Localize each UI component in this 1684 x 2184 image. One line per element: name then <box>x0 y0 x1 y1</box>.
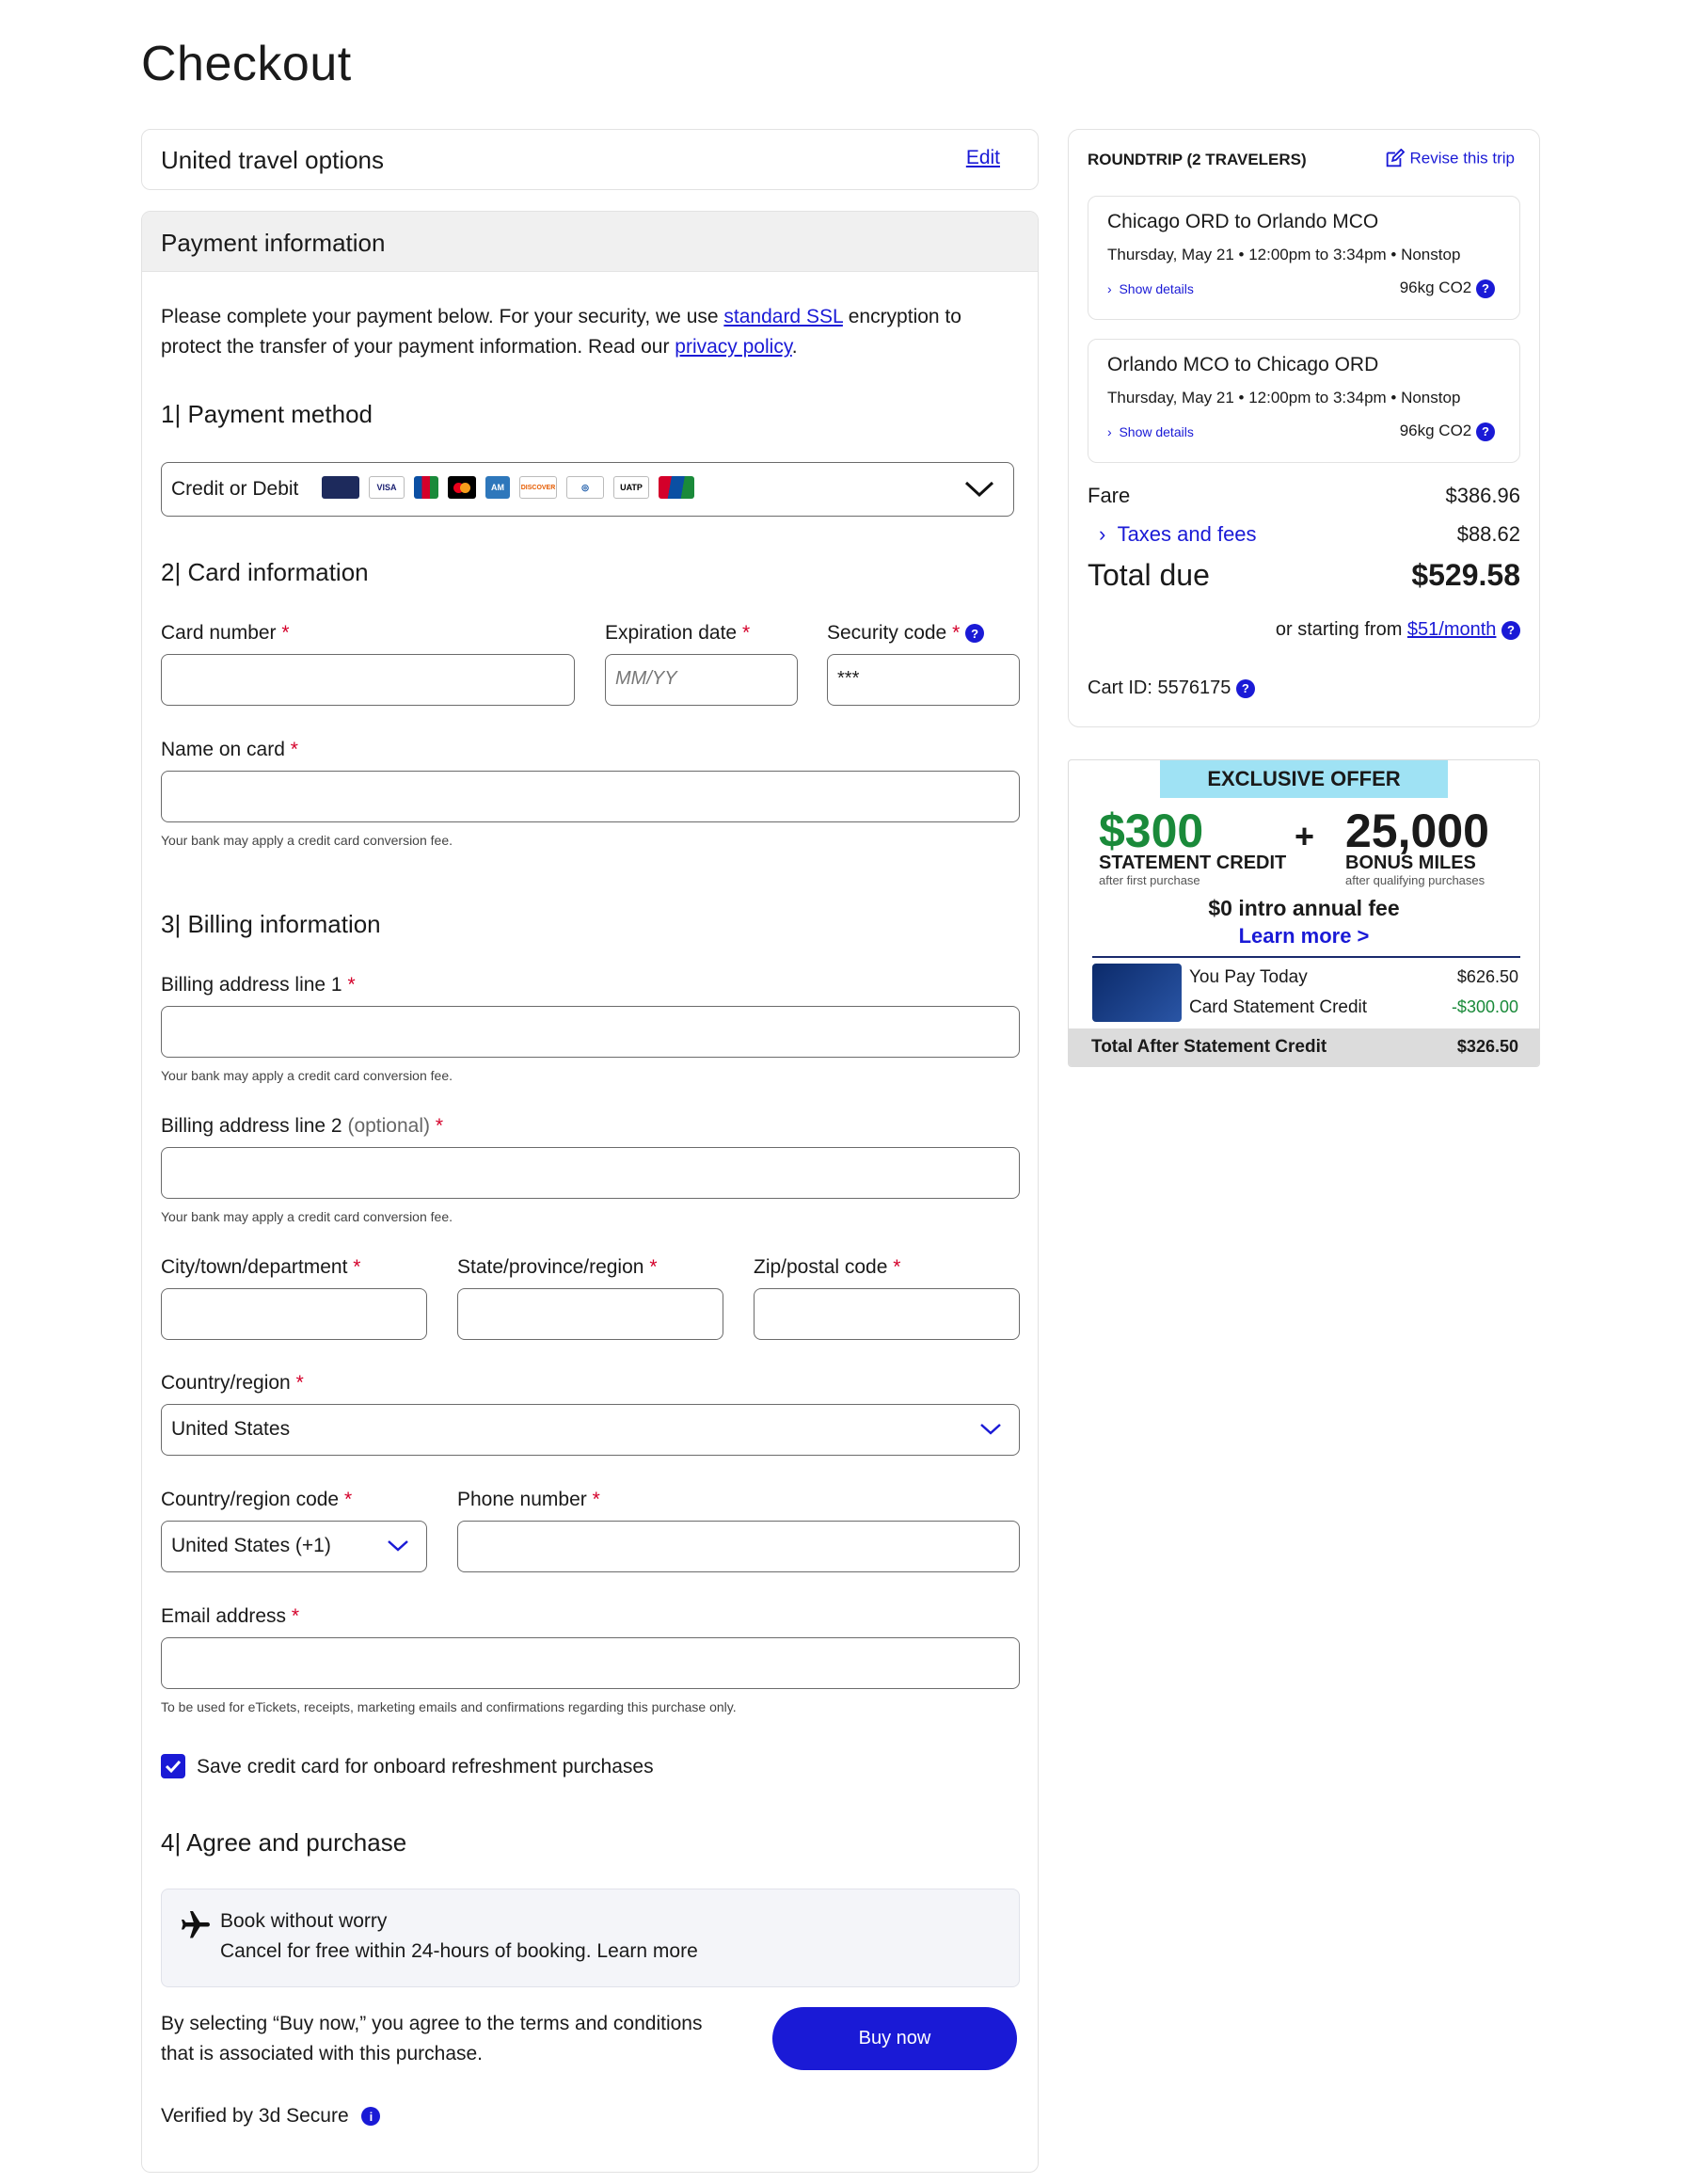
payment-method-value: Credit or Debit <box>171 478 299 500</box>
show-details-label: Show details <box>1119 281 1194 296</box>
total-label: Total due <box>1088 558 1210 592</box>
payment-header <box>142 212 1038 272</box>
verified-label: Verified by 3d Secure <box>161 2105 349 2127</box>
payment-method-select[interactable] <box>161 462 1014 517</box>
miles-label: BONUS MILES <box>1345 853 1476 873</box>
revise-trip-link[interactable] <box>1384 149 1515 169</box>
optional-text: (optional) <box>347 1115 431 1137</box>
monthly-prefix: or starting from <box>1275 619 1407 640</box>
required-mark: * <box>281 622 290 644</box>
country-value: United States <box>171 1418 291 1440</box>
label-text: City/town/department <box>161 1256 348 1278</box>
required-mark: * <box>291 1605 300 1627</box>
country-label <box>161 1372 304 1395</box>
section-card-information: 2| Card information <box>161 558 369 586</box>
edit-travel-options-link[interactable]: Edit <box>965 147 1000 168</box>
help-icon[interactable]: ? <box>1476 279 1495 298</box>
zip-label <box>754 1256 900 1279</box>
privacy-policy-link[interactable]: privacy policy <box>675 336 792 358</box>
co2-text: 96kg CO2 <box>1399 422 1472 439</box>
security-code-input[interactable] <box>827 654 1020 706</box>
intro-text: Please complete your payment below. For your security, we use <box>161 306 724 327</box>
city-label <box>161 1256 360 1279</box>
required-mark: * <box>592 1489 600 1510</box>
label-text: Zip/postal code <box>754 1256 888 1278</box>
required-mark: * <box>290 739 298 760</box>
pay-today-value: $626.50 <box>1456 967 1518 986</box>
fare-label: Fare <box>1088 484 1131 507</box>
country-code-value: United States (+1) <box>171 1535 331 1556</box>
bank-fee-note: Your bank may apply a credit card conversion fee. <box>161 1068 453 1083</box>
diners-club-icon: ◎ <box>566 476 604 499</box>
required-mark: * <box>295 1372 304 1394</box>
taxes-row <box>1088 522 1520 547</box>
label-text: Country/region code <box>161 1489 340 1510</box>
intro-text: . <box>791 336 798 358</box>
card-logos <box>322 476 694 499</box>
required-mark: * <box>435 1115 444 1137</box>
total-row <box>1088 558 1520 593</box>
required-mark: * <box>347 974 356 996</box>
bank-fee-note: Your bank may apply a credit card conversion fee. <box>161 1209 453 1224</box>
security-placeholder: *** <box>837 668 860 689</box>
required-mark: * <box>952 622 961 644</box>
billing-address-2-input[interactable] <box>161 1147 1020 1199</box>
flight-schedule: Thursday, May 21 • 12:00pm to 3:34pm • Nonstop <box>1107 389 1461 407</box>
fare-row <box>1088 484 1520 508</box>
statement-credit-value: -$300.00 <box>1451 997 1518 1016</box>
visa-icon: VISA <box>369 476 405 499</box>
phone-input[interactable] <box>457 1521 1020 1572</box>
card-number-label <box>161 622 290 645</box>
payment-intro <box>161 302 1008 362</box>
section-payment-method: 1| Payment method <box>161 400 373 428</box>
label-text: Phone number <box>457 1489 587 1510</box>
offer-total-row <box>1069 1028 1539 1066</box>
monthly-financing <box>1276 619 1520 641</box>
phone-label <box>457 1489 600 1511</box>
terms-text <box>161 2009 702 2069</box>
miles-amount: 25,000 <box>1345 805 1489 857</box>
email-note: To be used for eTickets, receipts, marketing emails and confirmations regarding this purchase only. <box>161 1699 737 1714</box>
cart-id-text: Cart ID: 5576175 <box>1088 678 1231 698</box>
flight-title: Chicago ORD to Orlando MCO <box>1107 211 1379 232</box>
payment-panel <box>141 211 1039 2173</box>
terms-line: that is associated with this purchase. <box>161 2043 484 2064</box>
annual-fee-text: $0 intro annual fee <box>1208 896 1400 920</box>
pay-today-label: You Pay Today <box>1189 967 1308 987</box>
offer-total-value: $326.50 <box>1456 1037 1518 1056</box>
unionpay-icon <box>659 476 694 499</box>
edit-icon <box>1384 149 1405 169</box>
save-card-label: Save credit card for onboard refreshment purchases <box>197 1756 654 1777</box>
email-input[interactable] <box>161 1637 1020 1689</box>
travel-options-title: United travel options <box>161 146 385 174</box>
co2-value <box>1400 422 1495 441</box>
trip-heading: ROUNDTRIP (2 TRAVELERS) <box>1088 151 1307 168</box>
required-mark: * <box>741 622 751 644</box>
label-text: Expiration date <box>605 622 738 644</box>
payment-header-title: Payment information <box>161 229 386 257</box>
airplane-icon <box>179 1908 213 1942</box>
country-code-label <box>161 1489 352 1511</box>
expiration-placeholder: MM/YY <box>615 668 677 689</box>
cart-id <box>1088 678 1255 699</box>
worry-title: Book without worry <box>220 1910 388 1932</box>
credit-amount: $300 <box>1099 805 1204 857</box>
checkmark-icon <box>161 1754 185 1778</box>
bank-fee-note: Your bank may apply a credit card conversion fee. <box>161 833 453 848</box>
intro-text: protect the transfer of your payment information. Read our <box>161 336 675 358</box>
worry-text[interactable]: Cancel for free within 24-hours of booking. Learn more <box>220 1940 698 1962</box>
state-label <box>457 1256 658 1279</box>
intro-text: encryption to <box>842 306 961 327</box>
card-number-input[interactable] <box>161 654 575 706</box>
country-code-select[interactable] <box>161 1521 427 1572</box>
statement-credit-label: Card Statement Credit <box>1189 997 1368 1017</box>
offer-banner: EXCLUSIVE OFFER <box>1160 760 1448 798</box>
required-mark: * <box>649 1256 658 1278</box>
taxes-link[interactable]: › Taxes and fees <box>1099 522 1257 546</box>
billing-address-1-input[interactable] <box>161 1006 1020 1058</box>
help-icon[interactable]: ? <box>1476 422 1495 441</box>
jcb-icon <box>414 476 438 499</box>
security-code-label <box>827 622 984 645</box>
terms-line: By selecting “Buy now,” you agree to the terms and conditions <box>161 2013 703 2034</box>
taxes-label: Taxes and fees <box>1117 522 1257 546</box>
zip-input[interactable] <box>754 1288 1020 1340</box>
learn-more-link[interactable]: Learn more > <box>1238 924 1370 948</box>
flight-title: Orlando MCO to Chicago ORD <box>1107 354 1379 375</box>
uatp-icon: UATP <box>613 476 649 499</box>
credit-card-image <box>1092 964 1182 1022</box>
label-text: Billing address line 2 <box>161 1115 342 1137</box>
fare-value: $386.96 <box>1445 484 1520 507</box>
discover-icon: DISCOVER <box>519 476 557 499</box>
section-billing-information: 3| Billing information <box>161 910 381 938</box>
co2-text: 96kg CO2 <box>1399 279 1472 296</box>
show-details-link[interactable]: › Show details <box>1107 281 1194 296</box>
help-icon[interactable]: ? <box>965 624 984 643</box>
trip-summary <box>1068 129 1540 727</box>
page-title: Checkout <box>141 37 352 91</box>
offer-total-label: Total After Statement Credit <box>1091 1037 1327 1057</box>
label-text: Security code <box>827 622 947 644</box>
show-details-link[interactable]: › Show details <box>1107 424 1194 439</box>
flight-card <box>1088 196 1520 320</box>
revise-label: Revise this trip <box>1409 149 1515 167</box>
plus-sign: + <box>1295 817 1315 855</box>
exclusive-offer-ad[interactable] <box>1068 759 1540 1067</box>
info-icon[interactable]: i <box>361 2107 380 2126</box>
book-without-worry-box <box>161 1889 1020 1987</box>
label-text: Email address <box>161 1605 287 1627</box>
save-card-checkbox[interactable] <box>161 1754 185 1778</box>
miles-sub: after qualifying purchases <box>1345 873 1485 887</box>
chevron-down-icon <box>964 480 994 499</box>
co2-value <box>1400 279 1495 298</box>
expiration-date-input[interactable] <box>605 654 798 706</box>
chevron-down-icon <box>387 1538 409 1554</box>
state-input[interactable] <box>457 1288 723 1340</box>
label-text: Billing address line 1 <box>161 974 342 996</box>
generic-card-icon <box>322 476 359 499</box>
amex-icon: AM <box>485 476 510 499</box>
chevron-down-icon <box>979 1422 1002 1437</box>
required-mark: * <box>353 1256 361 1278</box>
buy-now-button[interactable]: Buy now <box>772 2007 1017 2070</box>
help-icon[interactable]: ? <box>1501 621 1520 640</box>
flight-schedule: Thursday, May 21 • 12:00pm to 3:34pm • Nonstop <box>1107 246 1461 263</box>
monthly-link[interactable]: $51/month <box>1406 619 1497 640</box>
credit-label: STATEMENT CREDIT <box>1099 853 1287 873</box>
credit-sub: after first purchase <box>1099 873 1200 887</box>
verified-3d-secure <box>161 2105 380 2128</box>
billing-address-2-label <box>161 1115 443 1138</box>
ssl-link[interactable]: standard SSL <box>723 306 843 327</box>
label-text: State/province/region <box>457 1256 644 1278</box>
travel-options-card <box>141 129 1039 190</box>
label-text: Country/region <box>161 1372 291 1394</box>
label-text: Name on card <box>161 739 285 760</box>
name-on-card-label <box>161 739 298 761</box>
label-text: Card number <box>161 622 277 644</box>
email-label <box>161 1605 299 1628</box>
taxes-value: $88.62 <box>1456 522 1520 546</box>
billing-address-1-label <box>161 974 356 996</box>
expiration-date-label <box>605 622 750 645</box>
name-on-card-input[interactable] <box>161 771 1020 822</box>
city-input[interactable] <box>161 1288 427 1340</box>
show-details-label: Show details <box>1119 424 1194 439</box>
section-agree-purchase: 4| Agree and purchase <box>161 1828 407 1857</box>
flight-card <box>1088 339 1520 463</box>
required-mark: * <box>343 1489 353 1510</box>
mastercard-icon <box>448 476 476 499</box>
help-icon[interactable]: ? <box>1236 679 1255 698</box>
total-value: $529.58 <box>1411 558 1520 592</box>
divider <box>1092 956 1520 958</box>
country-select[interactable] <box>161 1404 1020 1456</box>
required-mark: * <box>893 1256 901 1278</box>
